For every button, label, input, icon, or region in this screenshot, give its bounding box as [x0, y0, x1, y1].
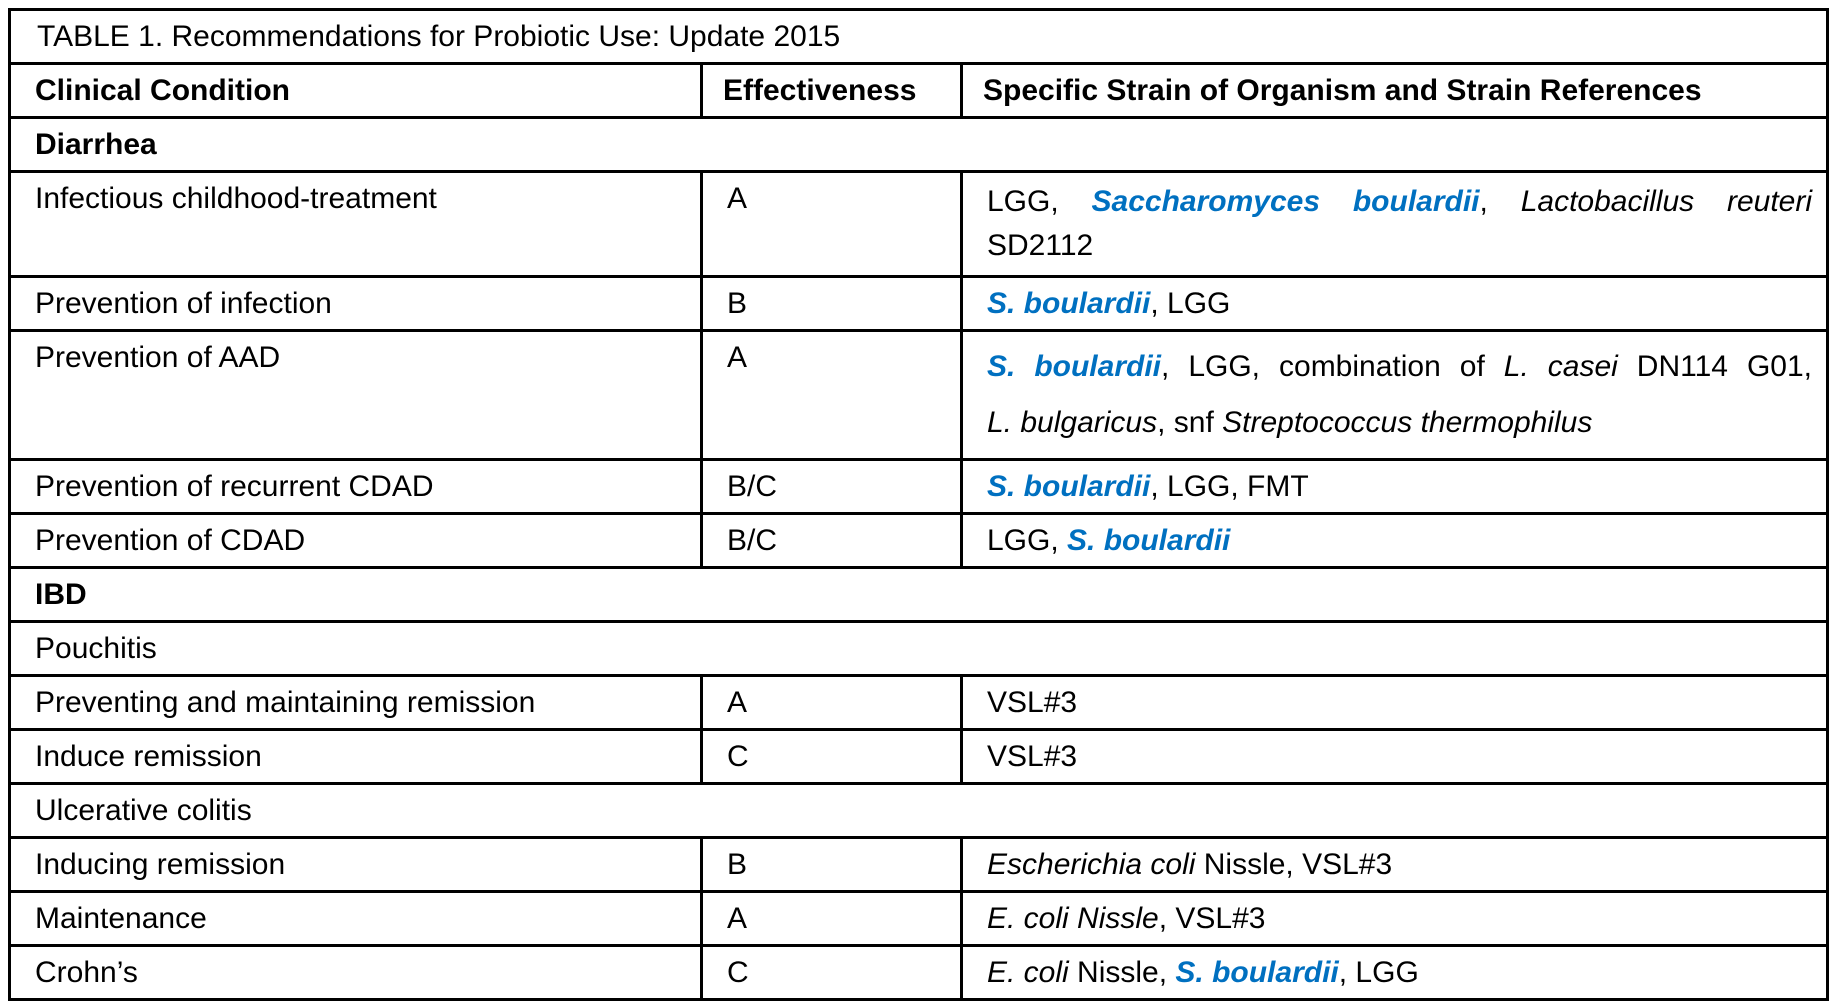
column-header-strain-references: Specific Strain of Organism and Strain References: [962, 64, 1828, 118]
clinical-condition-cell: Prevention of infection: [10, 277, 702, 331]
subsection-label: Ulcerative colitis: [10, 784, 1828, 838]
table-row: [10, 946, 1828, 1000]
strain-text: SD2112: [987, 229, 1094, 262]
strain-line: [987, 224, 1812, 268]
section-row: [10, 568, 1828, 622]
clinical-condition-cell: Prevention of recurrent CDAD: [10, 460, 702, 514]
table-row: [10, 730, 1828, 784]
strain-references-cell: [962, 460, 1828, 514]
effectiveness-cell: A: [702, 892, 962, 946]
strain-line: [987, 900, 1812, 937]
strain-line: [987, 522, 1812, 559]
clinical-condition-cell: Prevention of CDAD: [10, 514, 702, 568]
section-label: IBD: [10, 568, 1828, 622]
clinical-condition-cell: Prevention of AAD: [10, 331, 702, 460]
strain-line: [987, 468, 1812, 505]
strain-text: LGG,: [987, 185, 1092, 218]
clinical-condition-cell: Crohn’s: [10, 946, 702, 1000]
strain-text: Nissle,: [1068, 956, 1176, 989]
organism-name-text: Lactobacillus reuteri: [1520, 185, 1813, 218]
organism-name-text: L. casei: [1503, 350, 1618, 383]
organism-name-text: E. coli: [987, 956, 1069, 989]
table-row: [10, 172, 1828, 277]
strain-references-cell: [962, 172, 1828, 277]
strain-line: [987, 846, 1812, 883]
effectiveness-cell: A: [702, 172, 962, 277]
clinical-condition-cell: Preventing and maintaining remission: [10, 676, 702, 730]
subsection-row: [10, 622, 1828, 676]
strain-line: [987, 395, 1812, 451]
strain-line: [987, 954, 1812, 991]
table-row: [10, 838, 1828, 892]
table-row: [10, 331, 1828, 460]
highlighted-strain-text: S. boulardii: [987, 470, 1151, 503]
clinical-condition-cell: Maintenance: [10, 892, 702, 946]
table-title-row: [10, 10, 1828, 64]
strain-text: ,: [1479, 185, 1521, 218]
strain-references-cell: [962, 277, 1828, 331]
effectiveness-cell: C: [702, 946, 962, 1000]
effectiveness-cell: C: [702, 730, 962, 784]
effectiveness-cell: B: [702, 277, 962, 331]
strain-line: [987, 285, 1812, 322]
strain-text: , LGG: [1150, 287, 1231, 320]
strain-text: VSL#3: [987, 740, 1078, 773]
strain-line: [987, 339, 1812, 395]
column-header-clinical-condition: Clinical Condition: [10, 64, 702, 118]
strain-references-cell: [962, 331, 1828, 460]
probiotic-recommendations-table: [8, 8, 1829, 1001]
section-label: Diarrhea: [10, 118, 1828, 172]
strain-references-cell: [962, 892, 1828, 946]
table-row: [10, 892, 1828, 946]
effectiveness-cell: B: [702, 838, 962, 892]
strain-text: , LGG, FMT: [1150, 470, 1309, 503]
organism-name-text: Streptococcus thermophilus: [1222, 406, 1593, 439]
organism-name-text: E. coli Nissle: [987, 902, 1159, 935]
clinical-condition-cell: Infectious childhood-treatment: [10, 172, 702, 277]
effectiveness-cell: A: [702, 676, 962, 730]
subsection-label: Pouchitis: [10, 622, 1828, 676]
strain-text: Nissle, VSL#3: [1195, 848, 1393, 881]
strain-references-cell: [962, 676, 1828, 730]
table-body: [10, 10, 1828, 1000]
strain-line: [987, 180, 1812, 224]
table-row: [10, 460, 1828, 514]
organism-name-text: Escherichia coli: [987, 848, 1196, 881]
strain-references-cell: [962, 838, 1828, 892]
table-header-row: [10, 64, 1828, 118]
strain-text: , snf: [1157, 406, 1223, 439]
highlighted-strain-text: S. boulardii: [1067, 524, 1231, 557]
strain-text: , VSL#3: [1158, 902, 1266, 935]
clinical-condition-cell: Inducing remission: [10, 838, 702, 892]
table-row: [10, 676, 1828, 730]
strain-text: , LGG: [1338, 956, 1419, 989]
strain-references-cell: [962, 514, 1828, 568]
highlighted-strain-text: S. boulardii: [987, 350, 1161, 383]
strain-line: [987, 738, 1812, 775]
highlighted-strain-text: S. boulardii: [987, 287, 1151, 320]
strain-line: [987, 684, 1812, 721]
table-row: [10, 514, 1828, 568]
table-title: TABLE 1. Recommendations for Probiotic Use: Update 2015: [10, 10, 1828, 64]
strain-references-cell: [962, 946, 1828, 1000]
effectiveness-cell: A: [702, 331, 962, 460]
strain-references-cell: [962, 730, 1828, 784]
strain-text: DN114 G01,: [1617, 350, 1812, 383]
strain-text: , LGG, combination of: [1161, 350, 1504, 383]
effectiveness-cell: B/C: [702, 460, 962, 514]
column-header-effectiveness: Effectiveness: [702, 64, 962, 118]
clinical-condition-cell: Induce remission: [10, 730, 702, 784]
organism-name-text: L. bulgaricus: [987, 406, 1158, 439]
highlighted-strain-text: Saccharomyces boulardii: [1091, 185, 1480, 218]
strain-text: VSL#3: [987, 686, 1078, 719]
highlighted-strain-text: S. boulardii: [1175, 956, 1339, 989]
section-row: [10, 118, 1828, 172]
effectiveness-cell: B/C: [702, 514, 962, 568]
strain-text: LGG,: [987, 524, 1068, 557]
subsection-row: [10, 784, 1828, 838]
table-row: [10, 277, 1828, 331]
